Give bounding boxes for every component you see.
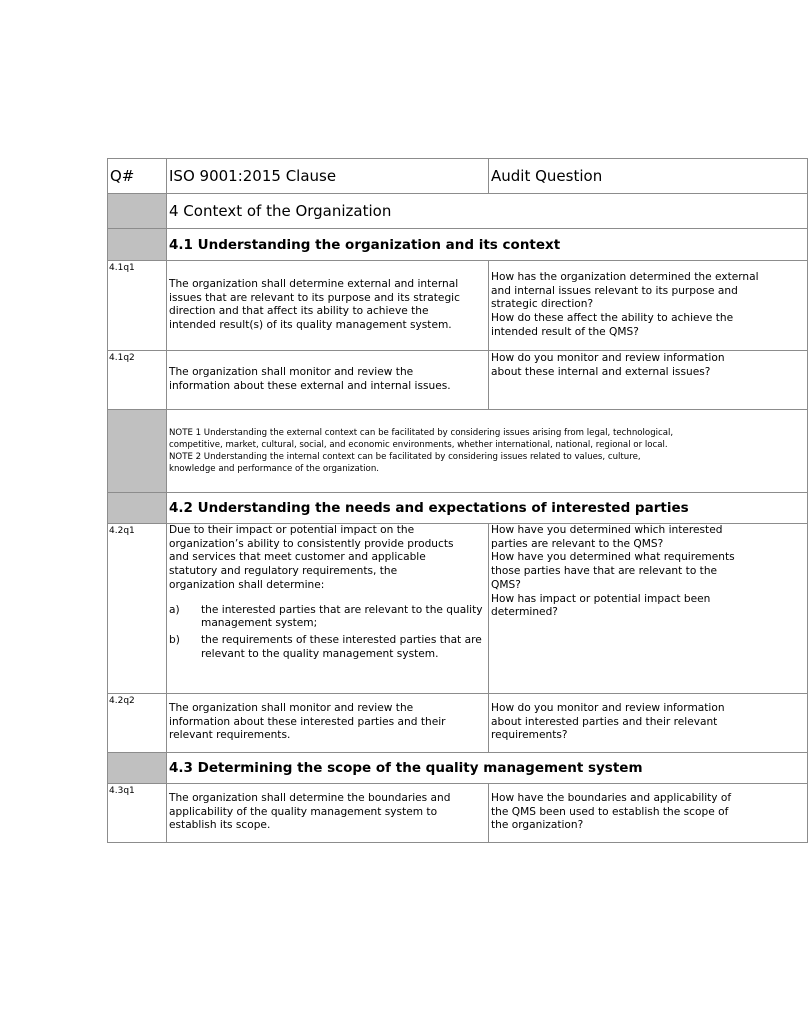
question-line: strategic direction?	[491, 298, 594, 311]
note-line: NOTE 2 Understanding the internal context can be facilitated by considering issues related to values, culture,	[169, 452, 641, 462]
clause-line: The organization shall determine the boundaries and	[169, 792, 451, 804]
table-row	[108, 524, 808, 694]
table-row	[108, 351, 808, 410]
header-q-label: Q#	[110, 167, 135, 185]
audit-question-text	[489, 351, 808, 410]
question-line: and internal issues relevant to its purpose and	[491, 284, 738, 297]
section-title-text: 4 Context of the Organization	[169, 202, 392, 220]
clause-line: statutory and regulatory requirements, the	[169, 565, 398, 578]
question-line: How has the organization determined the external	[491, 271, 759, 283]
question-line: the organization?	[491, 819, 584, 832]
question-line: QMS?	[491, 578, 521, 591]
section-row-4-2	[108, 493, 808, 524]
clause-text	[167, 351, 489, 410]
section-marker	[108, 753, 167, 784]
clause-text	[167, 261, 489, 351]
clause-line: applicability of the quality management system to	[169, 805, 438, 818]
question-line: parties are relevant to the QMS?	[491, 537, 664, 550]
note-text	[167, 410, 808, 493]
clause-line: establish its scope.	[169, 819, 271, 832]
section-row-4-3	[108, 753, 808, 784]
subsection-title	[167, 229, 808, 261]
clause-line: organization shall determine:	[169, 578, 325, 591]
question-id: 4.3q1	[108, 784, 167, 843]
question-line: the QMS been used to establish the scope of	[491, 805, 729, 818]
question-line: intended result of the QMS?	[491, 325, 639, 338]
note-line: competitive, market, cultural, social, and economic environments, whether international, national, regional or local.	[169, 440, 668, 450]
clause-line: The organization shall monitor and review the	[169, 366, 414, 378]
question-line: determined?	[491, 606, 558, 619]
audit-question-text	[489, 694, 808, 753]
question-line: requirements?	[491, 729, 568, 742]
question-line: about interested parties and their relevant	[491, 715, 718, 728]
note-line: knowledge and performance of the organization.	[169, 464, 379, 474]
list-text: the interested parties that are relevant to the quality management system;	[201, 603, 483, 630]
question-id: 4.2q1	[108, 524, 167, 694]
question-line: How do these affect the ability to achieve the	[491, 312, 734, 325]
subsection-title-text: 4.1 Understanding the organization and its context	[169, 236, 561, 253]
audit-question-text	[489, 784, 808, 843]
table-row	[108, 261, 808, 351]
list-marker: a)	[169, 603, 180, 616]
audit-checklist-table	[107, 158, 808, 843]
question-line: about these internal and external issues?	[491, 365, 711, 378]
clause-line: organization’s ability to consistently provide products	[169, 537, 454, 550]
question-line: those parties have that are relevant to the	[491, 565, 718, 578]
list-item	[169, 634, 487, 661]
header-question-label: Audit Question	[491, 167, 603, 185]
header-question	[489, 159, 808, 194]
clause-line: Due to their impact or potential impact on the	[169, 524, 415, 536]
clause-line: The organization shall determine external and internal	[169, 278, 459, 290]
section-row-4-1	[108, 229, 808, 261]
section-title	[167, 194, 808, 229]
list-marker: b)	[169, 633, 180, 646]
clause-text	[167, 524, 489, 694]
header-row	[108, 159, 808, 194]
clause-line: issues that are relevant to its purpose and its strategic	[169, 291, 460, 304]
clause-line: direction and that affect its ability to achieve the	[169, 305, 429, 318]
section-row-4	[108, 194, 808, 229]
section-marker	[108, 493, 167, 524]
clause-text	[167, 694, 489, 753]
section-marker	[108, 229, 167, 261]
question-line: How have you determined which interested	[491, 524, 723, 536]
audit-question-text	[489, 524, 808, 694]
header-clause	[167, 159, 489, 194]
question-line: How do you monitor and review information	[491, 352, 725, 364]
table-row	[108, 694, 808, 753]
question-line: How do you monitor and review information	[491, 702, 725, 714]
section-marker	[108, 410, 167, 493]
header-q	[108, 159, 167, 194]
list-text: the requirements of these interested parties that are relevant to the quality management system.	[201, 633, 482, 660]
subsection-title	[167, 753, 808, 784]
clause-line: The organization shall monitor and review the	[169, 702, 414, 714]
question-id: 4.1q1	[108, 261, 167, 351]
clause-text	[167, 784, 489, 843]
question-id: 4.2q2	[108, 694, 167, 753]
clause-line: intended result(s) of its quality management system.	[169, 319, 452, 332]
audit-table-viewport	[107, 158, 759, 845]
section-marker	[108, 194, 167, 229]
question-id: 4.1q2	[108, 351, 167, 410]
note-row	[108, 410, 808, 493]
audit-question-text	[489, 261, 808, 351]
question-line: How have you determined what requirements	[491, 551, 735, 564]
question-line: How has impact or potential impact been	[491, 592, 711, 605]
clause-line: information about these external and internal issues.	[169, 379, 451, 392]
question-line: How have the boundaries and applicability of	[491, 792, 732, 804]
note-line: NOTE 1 Understanding the external context can be facilitated by considering issues arising from legal, technological,	[169, 428, 674, 438]
subsection-title-text: 4.3 Determining the scope of the quality management system	[169, 760, 643, 776]
list-item	[169, 604, 487, 631]
subsection-title-text: 4.2 Understanding the needs and expectations of interested parties	[169, 500, 689, 516]
clause-line: and services that meet customer and applicable	[169, 551, 426, 564]
clause-line: information about these interested parties and their	[169, 715, 446, 728]
clause-line: relevant requirements.	[169, 729, 291, 742]
header-clause-label: ISO 9001:2015 Clause	[169, 167, 337, 185]
subsection-title	[167, 493, 808, 524]
table-row	[108, 784, 808, 843]
